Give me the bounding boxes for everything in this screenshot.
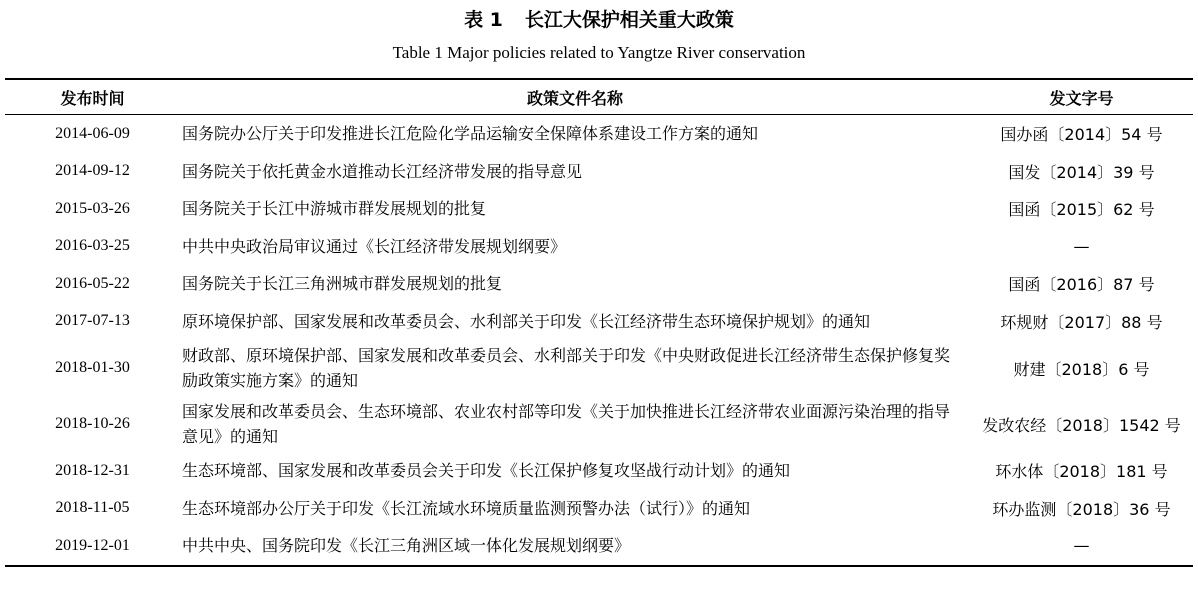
release-date: 2018-11-05 bbox=[55, 499, 130, 517]
table-row bbox=[5, 303, 1193, 341]
release-date: 2016-03-25 bbox=[55, 237, 130, 255]
document-number: 环水体〔2018〕181 号 bbox=[995, 462, 1168, 482]
release-date: 2014-09-12 bbox=[55, 162, 130, 180]
release-date: 2017-07-13 bbox=[55, 312, 130, 330]
table-row bbox=[5, 396, 1193, 452]
table-row bbox=[5, 265, 1193, 303]
document-number: 国函〔2015〕62 号 bbox=[1008, 200, 1155, 220]
table-title-english: Table 1 Major policies related to Yangtze River conservation bbox=[392, 43, 806, 62]
policy-name: 国务院关于依托黄金水道推动长江经济带发展的指导意见 bbox=[182, 161, 583, 181]
document-number: 发改农经〔2018〕1542 号 bbox=[982, 415, 1181, 435]
document-number: 财建〔2018〕6 号 bbox=[1013, 359, 1150, 379]
policy-name: 财政部、原环境保护部、国家发展和改革委员会、水利部关于印发《中央财政促进长江经济带生态保护修复奖励政策实施方案》的通知 bbox=[182, 346, 951, 390]
table-row bbox=[5, 228, 1193, 266]
release-date: 2019-12-01 bbox=[55, 536, 130, 554]
document-number: 国办函〔2014〕54 号 bbox=[1000, 125, 1163, 145]
header-policy-name: 政策文件名称 bbox=[180, 79, 970, 115]
policy-name: 生态环境部办公厅关于印发《长江流域水环境质量监测预警办法（试行）》的通知 bbox=[182, 498, 751, 518]
release-date: 2015-03-26 bbox=[55, 199, 130, 217]
table-header-row bbox=[5, 79, 1193, 115]
table-row bbox=[5, 115, 1193, 153]
policy-name: 国务院关于长江三角洲城市群发展规划的批复 bbox=[182, 274, 503, 294]
policy-name: 中共中央、国务院印发《长江三角洲区域一体化发展规划纲要》 bbox=[182, 536, 631, 556]
document-number: 环规财〔2017〕88 号 bbox=[1000, 312, 1163, 332]
header-document-number: 发文字号 bbox=[970, 79, 1193, 115]
policy-name: 国务院关于长江中游城市群发展规划的批复 bbox=[182, 199, 487, 219]
table-row bbox=[5, 153, 1193, 191]
policy-name: 生态环境部、国家发展和改革委员会关于印发《长江保护修复攻坚战行动计划》的通知 bbox=[182, 461, 791, 481]
header-release-date: 发布时间 bbox=[5, 79, 180, 115]
document-number: 国发〔2014〕39 号 bbox=[1008, 162, 1155, 182]
table-row bbox=[5, 190, 1193, 228]
table-row bbox=[5, 340, 1193, 396]
table-caption bbox=[0, 8, 1198, 32]
document-number: 国函〔2016〕87 号 bbox=[1008, 275, 1155, 295]
release-date: 2018-12-31 bbox=[55, 461, 130, 479]
policy-name: 国家发展和改革委员会、生态环境部、农业农村部等印发《关于加快推进长江经济带农业面源污染治理的指导意见》的通知 bbox=[182, 402, 951, 446]
table-row bbox=[5, 527, 1193, 566]
policy-name: 原环境保护部、国家发展和改革委员会、水利部关于印发《长江经济带生态环境保护规划》的通知 bbox=[182, 311, 871, 331]
table-label: 表 1 bbox=[464, 9, 503, 31]
document-number: — bbox=[1073, 236, 1090, 256]
policy-name: 中共中央政治局审议通过《长江经济带发展规划纲要》 bbox=[182, 236, 567, 256]
policy-table bbox=[5, 78, 1193, 567]
release-date: 2014-06-09 bbox=[55, 124, 130, 142]
table-row bbox=[5, 452, 1193, 490]
release-date: 2016-05-22 bbox=[55, 274, 130, 292]
table-title: 长江大保护相关重大政策 bbox=[524, 9, 734, 31]
table-row bbox=[5, 490, 1193, 528]
policy-name: 国务院办公厅关于印发推进长江危险化学品运输安全保障体系建设工作方案的通知 bbox=[182, 124, 759, 144]
release-date: 2018-10-26 bbox=[55, 415, 130, 432]
document-number: — bbox=[1073, 536, 1090, 556]
document-number: 环办监测〔2018〕36 号 bbox=[992, 499, 1171, 519]
release-date: 2018-01-30 bbox=[55, 359, 130, 376]
